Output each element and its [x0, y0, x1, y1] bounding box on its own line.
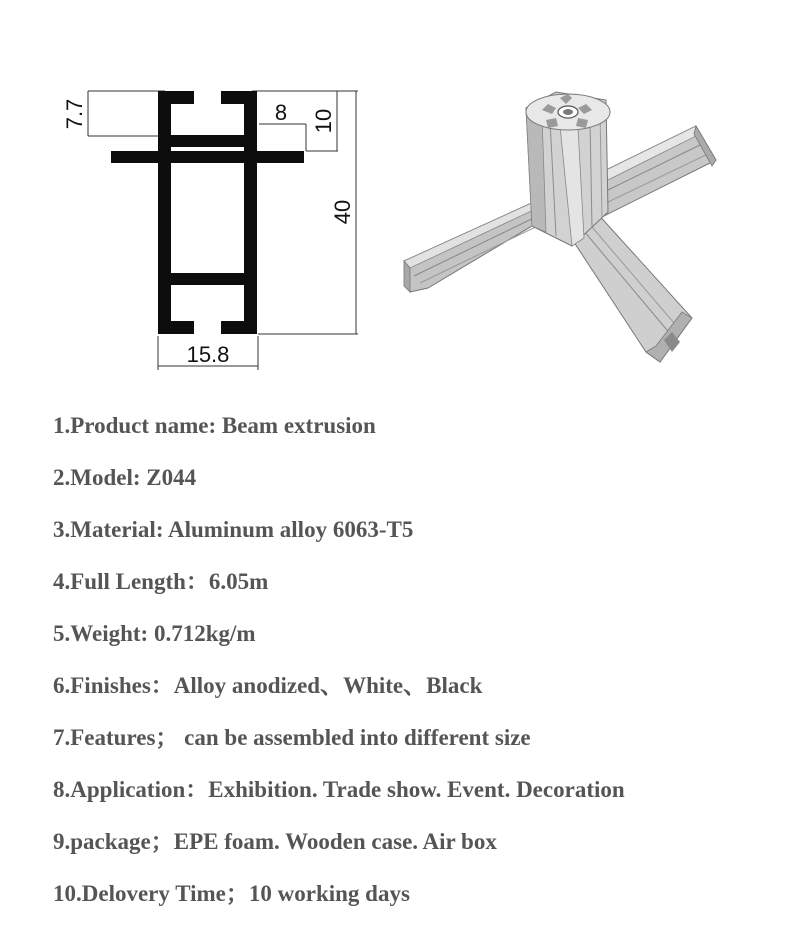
product-drawing [0, 0, 790, 390]
spec-full-length: 4.Full Length：6.05m [53, 569, 269, 594]
dim-total-height: 40 [330, 199, 355, 225]
dim-slot-width: 8 [274, 100, 288, 125]
assembly-3d-image [404, 92, 716, 362]
product-specifications [53, 408, 625, 928]
dim-flange-height: 7.7 [62, 98, 87, 130]
spec-finishes: 6.Finishes：Alloy anodized、White、Black [53, 673, 483, 698]
spec-model: 2.Model: Z044 [53, 465, 197, 490]
dim-width: 15.8 [186, 342, 230, 367]
spec-product-name: 1.Product name: Beam extrusion [53, 413, 376, 438]
spec-delivery-time: 10.Delovery Time；10 working days [53, 881, 410, 906]
cross-section-profile [62, 91, 358, 370]
spec-features: 7.Features； can be assembled into different size [53, 725, 531, 750]
spec-application: 8.Application：Exhibition. Trade show. Event. Decoration [53, 777, 625, 802]
spec-material: 3.Material: Aluminum alloy 6063-T5 [53, 517, 414, 542]
dim-slot-depth: 10 [311, 108, 336, 134]
spec-package: 9.package；EPE foam. Wooden case. Air box [53, 829, 497, 854]
spec-weight: 5.Weight: 0.712kg/m [53, 621, 256, 646]
